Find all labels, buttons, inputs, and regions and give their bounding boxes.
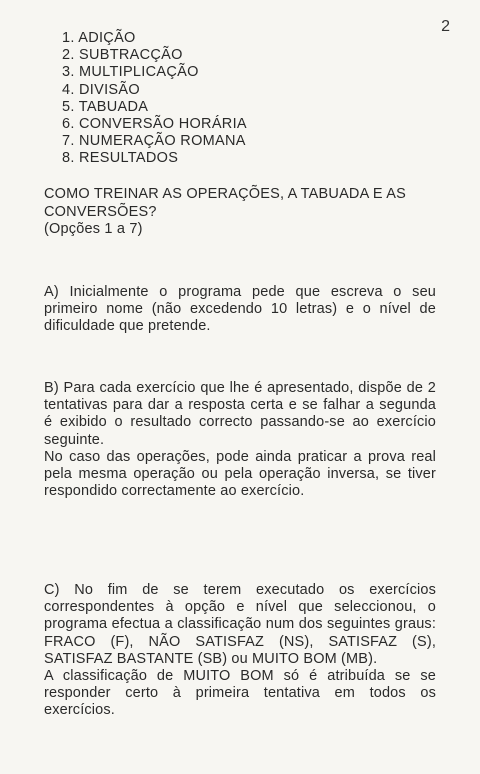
menu-option-tabuada: 5. TABUADA: [62, 98, 149, 115]
page-number: 2: [441, 18, 450, 35]
menu-option-adicao: 1. ADIÇÃO: [62, 30, 136, 46]
paragraph-c-text-2: A classificação de MUITO BOM só é atribuída se se responder certo à primeira tentativa em todos os exercícios.: [44, 668, 436, 719]
paragraph-a: [44, 284, 436, 336]
paragraph-c-text-1: C) No fim de se terem executado os exercícios correspondentes à opção e nível que seleccionou, o programa efectua a classificação num dos seguintes graus: FRACO (F), NÃO SATISFAZ (NS), SATISFAZ (S), SATISFAZ BASTANTE (SB) ou MUITO BOM (MB).: [44, 582, 436, 667]
menu-option-subtraccao: 2. SUBTRACÇÃO: [62, 47, 183, 64]
paragraph-b: [44, 380, 436, 500]
section-heading: [44, 186, 444, 239]
paragraph-b-text-2: No caso das operações, pode ainda praticar a prova real pela mesma operação ou pela operação inversa, se tiver respondido correctamente ao exercício.: [44, 448, 436, 500]
menu-options-list: [62, 30, 247, 168]
paragraph-a-text: A) Inicialmente o programa pede que escreva o seu primeiro nome (não excedendo 10 letras) e o nível de dificuldade que pretende.: [44, 284, 436, 335]
menu-option-numeracao-romana: 7. NUMERAÇÃO ROMANA: [62, 133, 246, 150]
paragraph-b-text-1: B) Para cada exercício que lhe é apresentado, dispõe de 2 tentativas para dar a resposta certa e se falhar a segunda é exibido o resultado correcto passando-se ao exercício seguinte.: [44, 380, 436, 448]
paragraph-c: [44, 582, 436, 720]
menu-option-multiplicacao: 3. MULTIPLICAÇÃO: [62, 64, 199, 81]
section-subtitle: (Opções 1 a 7): [44, 221, 143, 237]
section-title: COMO TREINAR AS OPERAÇÕES, A TABUADA E AS CONVERSÕES?: [44, 186, 406, 220]
menu-option-divisao: 4. DIVISÃO: [62, 81, 140, 98]
menu-option-conversao-horaria: 6. CONVERSÃO HORÁRIA: [62, 116, 247, 133]
menu-option-resultados: 8. RESULTADOS: [62, 150, 179, 167]
